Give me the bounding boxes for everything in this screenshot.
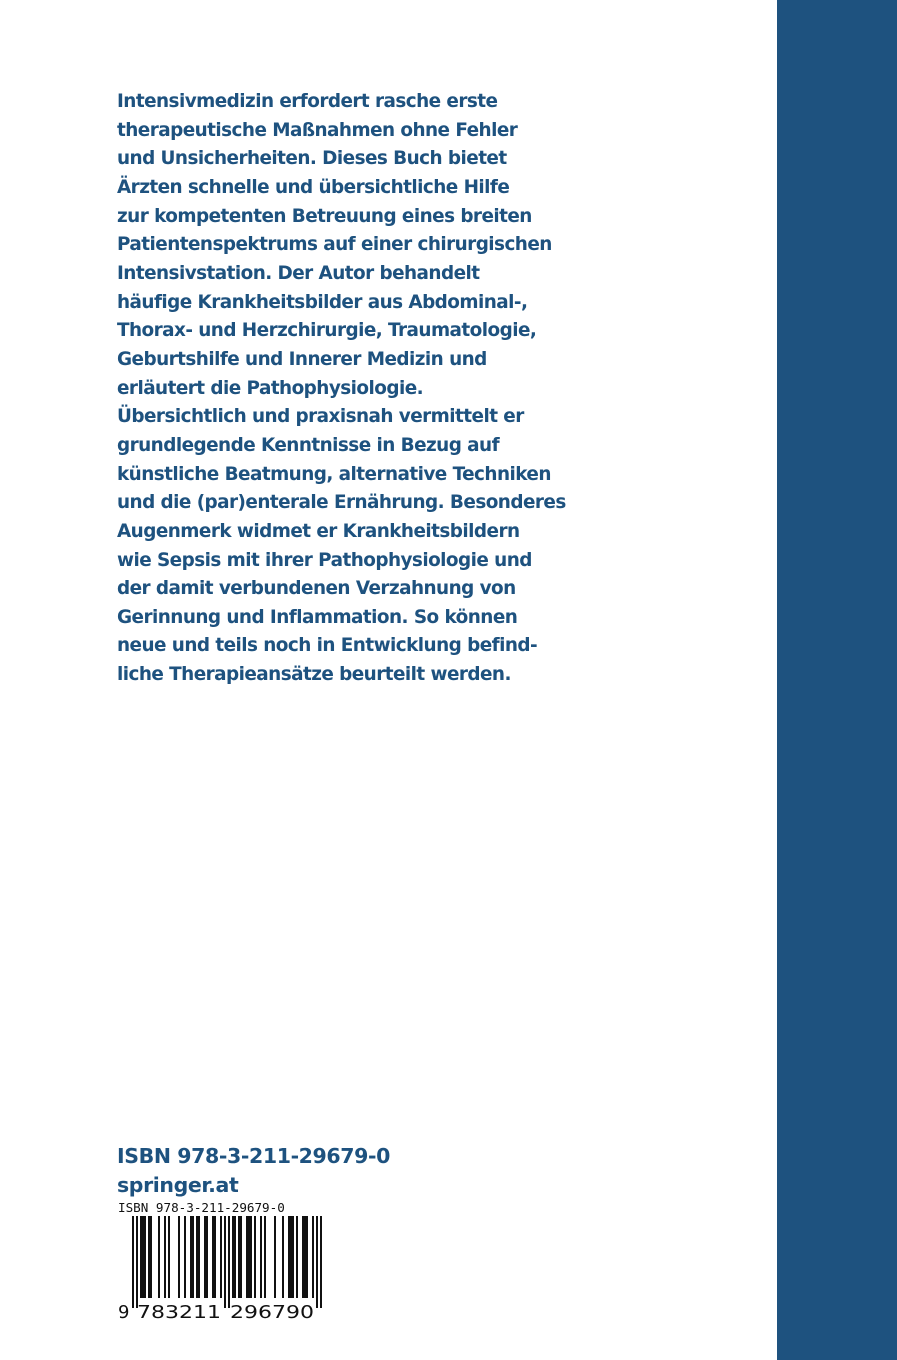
barcode-bar [198, 1216, 200, 1298]
barcode-bar [282, 1216, 284, 1298]
blurb-line: wie Sepsis mit ihrer Pathophysiologie und [117, 549, 532, 571]
barcode-bar [288, 1216, 290, 1298]
barcode-bar [214, 1216, 216, 1298]
barcode-bar [142, 1216, 144, 1298]
barcode-bar [204, 1216, 206, 1298]
publisher-url: springer.at [117, 1173, 239, 1197]
barcode-bar [296, 1216, 298, 1298]
barcode-bar [264, 1216, 266, 1298]
barcode-bar [178, 1216, 180, 1298]
barcode-bar [304, 1216, 306, 1298]
barcode-isbn-text: ISBN 978-3-211-29679-0 [118, 1200, 285, 1215]
barcode-bar [190, 1216, 192, 1298]
barcode-bar [306, 1216, 308, 1298]
blurb-line: und die (par)enterale Ernährung. Besonderes [117, 492, 566, 514]
barcode-bar [144, 1216, 146, 1298]
isbn-heading: ISBN 978-3-211-29679-0 [117, 1144, 390, 1168]
blurb-line: der damit verbundenen Verzahnung von [117, 578, 516, 600]
barcode-bar [274, 1216, 276, 1298]
barcode-bar [228, 1216, 230, 1308]
blurb-line: Intensivstation. Der Autor behandelt [117, 262, 480, 284]
blurb-line: Thorax- und Herzchirurgie, Traumatologie, [117, 320, 537, 342]
spine-color-band [777, 0, 897, 1360]
barcode-left-digits: 783211 [137, 1302, 221, 1322]
barcode-bar [196, 1216, 198, 1298]
barcode-bar [212, 1216, 214, 1298]
barcode-bar [158, 1216, 160, 1298]
barcode-bar [238, 1216, 240, 1298]
barcode-right-digits: 296790 [230, 1302, 314, 1322]
barcode-bar [132, 1216, 134, 1308]
blurb-line: therapeutische Maßnahmen ohne Fehler [117, 119, 518, 141]
barcode-bar [234, 1216, 236, 1298]
blurb-line: Ärzten schnelle und übersichtliche Hilfe [117, 176, 510, 198]
barcode-bar [260, 1216, 262, 1298]
blurb-line: und Unsicherheiten. Dieses Buch bietet [117, 148, 507, 170]
barcode-bar [254, 1216, 256, 1298]
blurb-line: Augenmerk widmet er Krankheitsbildern [117, 520, 520, 542]
barcode-lead-digit: 9 [118, 1302, 130, 1322]
blurb-line: Patientenspektrums auf einer chirurgischen [117, 234, 552, 256]
barcode-bars [116, 1216, 330, 1322]
blurb-line: grundlegende Kenntnisse in Bezug auf [117, 434, 500, 456]
blurb-line: Gerinnung und Inflammation. So können [117, 606, 518, 628]
barcode-bar [184, 1216, 186, 1298]
blurb-line: zur kompetenten Betreuung eines breiten [117, 205, 532, 227]
barcode-bar [320, 1216, 322, 1308]
barcode-bar [206, 1216, 208, 1298]
blurb-line: Geburtshilfe und Innerer Medizin und [117, 348, 487, 370]
barcode-bar [292, 1216, 294, 1298]
barcode-bar [136, 1216, 138, 1308]
barcode-bar [164, 1216, 166, 1298]
barcode-bar [290, 1216, 292, 1298]
barcode-bar [302, 1216, 304, 1298]
barcode-bar [312, 1216, 314, 1298]
barcode-bar [250, 1216, 252, 1298]
blurb-line: künstliche Beatmung, alternative Techniken [117, 463, 551, 485]
barcode-bar [168, 1216, 170, 1298]
blurb-line: Übersichtlich und praxisnah vermittelt er [117, 406, 524, 428]
barcode-bar [232, 1216, 234, 1298]
blurb-line: erläutert die Pathophysiologie. [117, 377, 424, 399]
blurb-line: liche Therapieansätze beurteilt werden. [117, 664, 511, 686]
barcode-bar [150, 1216, 152, 1298]
barcode-bar [246, 1216, 248, 1298]
barcode-bar [148, 1216, 150, 1298]
barcode-bar [316, 1216, 318, 1308]
blurb-line: neue und teils noch in Entwicklung befind- [117, 635, 538, 657]
barcode-bar [240, 1216, 242, 1298]
blurb-line: häufige Krankheitsbilder aus Abdominal-, [117, 291, 528, 313]
isbn-barcode [116, 1200, 330, 1322]
back-cover-blurb [117, 88, 567, 690]
barcode-bar [192, 1216, 194, 1298]
barcode-bar [248, 1216, 250, 1298]
blurb-line: Intensivmedizin erfordert rasche erste [117, 91, 498, 112]
barcode-bar [220, 1216, 222, 1298]
barcode-bar [140, 1216, 142, 1298]
barcode-bar [224, 1216, 226, 1308]
